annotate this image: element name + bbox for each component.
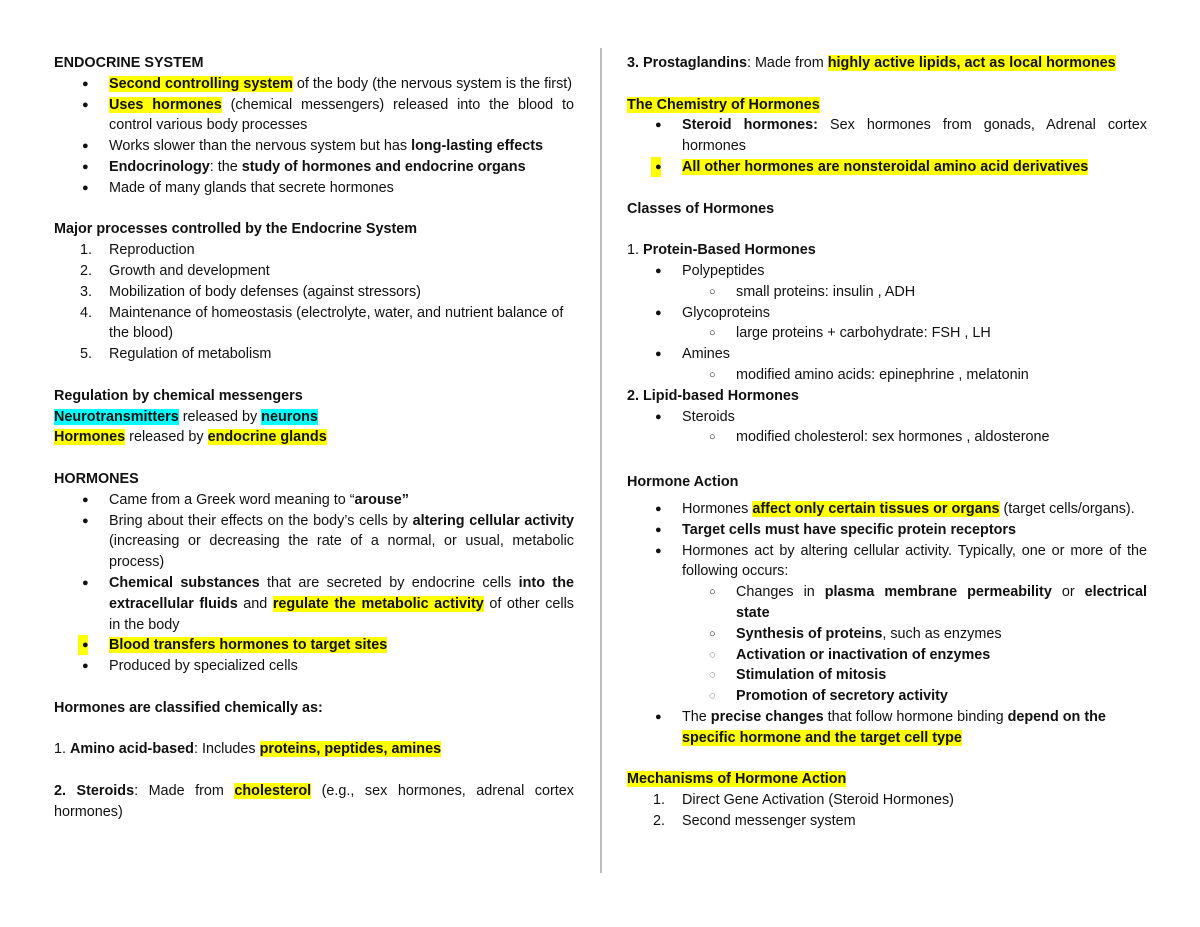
bullet-icon: ● xyxy=(655,502,662,515)
regulation-line-neurotransmitters: Neurotransmitters released by neurons xyxy=(54,408,318,425)
list-item: ● Polypeptides xyxy=(627,261,1147,282)
list-item: ◌ Activation or inactivation of enzymes xyxy=(627,645,1147,666)
right-column xyxy=(627,53,1147,832)
list-item: ◌ Promotion of secretory activity xyxy=(627,686,1147,707)
classified-steroids: 2. Steroids: Made from cholesterol (e.g., sex hormones, adrenal cortex hormones) xyxy=(54,782,574,820)
bullet-icon: ● xyxy=(82,77,89,90)
bullet-icon: ● xyxy=(82,576,89,589)
list-item: ○ modified cholesterol: sex hormones , aldosterone xyxy=(627,427,1147,448)
regulation-line-hormones: Hormones released by endocrine glands xyxy=(54,429,327,446)
bullet-icon: ● xyxy=(655,544,662,557)
list-item: 1. Direct Gene Activation (Steroid Hormones) xyxy=(653,792,954,809)
list-item: ● Hormones affect only certain tissues or organs (target cells/organs). xyxy=(627,499,1147,520)
list-item: ◌ Stimulation of mitosis xyxy=(627,665,1147,686)
list-item: ○ small proteins: insulin , ADH xyxy=(627,282,1147,303)
hormones-heading: HORMONES xyxy=(54,470,139,487)
hormone-action-list xyxy=(627,499,1147,749)
hormone-action-heading: Hormone Action xyxy=(627,474,739,491)
list-item: ○ modified amino acids: epinephrine , melatonin xyxy=(627,365,1147,386)
bullet-icon: ● xyxy=(655,119,662,132)
list-item: ● Glycoproteins xyxy=(627,303,1147,324)
list-item: ● Produced by specialized cells xyxy=(54,656,574,677)
list-item: ● Hormones act by altering cellular activity. Typically, one or more of the following occurs: xyxy=(655,542,1147,580)
hormones-bullet-list xyxy=(54,490,574,677)
bullet-icon: ● xyxy=(655,710,662,723)
circle-bullet-icon: ○ xyxy=(709,327,716,340)
list-item: ○ Synthesis of proteins, such as enzymes xyxy=(627,624,1147,645)
circle-bullet-icon: ○ xyxy=(709,431,716,444)
circle-bullet-icon: ○ xyxy=(709,627,716,640)
bullet-icon: ● xyxy=(655,306,662,319)
protein-based-list xyxy=(627,261,1147,386)
chemistry-heading: The Chemistry of Hormones xyxy=(627,96,820,113)
bullet-icon: ● xyxy=(655,410,662,423)
list-item: 2. Second messenger system xyxy=(653,812,856,829)
protein-based-heading: 1. Protein-Based Hormones xyxy=(627,242,816,259)
endocrine-system-heading: ENDOCRINE SYSTEM xyxy=(54,55,204,71)
regulation-heading: Regulation by chemical messengers xyxy=(54,387,303,404)
list-item: ● All other hormones are nonsteroidal amino acid derivatives xyxy=(627,157,1147,178)
dotted-circle-bullet-icon: ◌ xyxy=(709,690,716,703)
circle-bullet-icon: ○ xyxy=(709,586,716,599)
bullet-icon: ● xyxy=(82,98,89,111)
list-item: ● Blood transfers hormones to target sites xyxy=(54,635,574,656)
list-item: ● Works slower than the nervous system but has long-lasting effects xyxy=(54,136,574,157)
list-item: 2. Growth and development xyxy=(80,262,270,279)
bullet-icon: ● xyxy=(82,181,89,194)
list-item: ● Chemical substances that are secreted by endocrine cells into the extracellular fluids and regulate the metabolic activity of other cells in the body xyxy=(82,574,574,633)
circle-bullet-icon: ○ xyxy=(709,368,716,381)
bullet-icon: ● xyxy=(82,160,89,173)
mechanisms-list xyxy=(627,790,1147,832)
classes-heading: Classes of Hormones xyxy=(627,200,775,217)
bullet-icon: ● xyxy=(655,264,662,277)
list-item: 4. Maintenance of homeostasis (electrolyte, water, and nutrient balance of the blood) xyxy=(80,304,564,342)
left-column xyxy=(54,53,574,822)
chemistry-bullet-list xyxy=(627,115,1147,177)
list-item: ● Made of many glands that secrete hormones xyxy=(54,178,574,199)
bullet-icon: ● xyxy=(655,348,662,361)
bullet-icon: ● xyxy=(82,639,89,652)
endocrine-bullet-list xyxy=(54,74,574,199)
list-item: ○ large proteins + carbohydrate: FSH , LH xyxy=(627,323,1147,344)
list-item: ● The precise changes that follow hormone binding depend on the specific hormone and the target cell type xyxy=(655,708,1106,746)
bullet-icon: ● xyxy=(655,160,662,173)
list-item: 5. Regulation of metabolism xyxy=(80,346,272,363)
list-item: ○ Changes in plasma membrane permeability or electrical state xyxy=(709,584,1147,621)
dotted-circle-bullet-icon: ◌ xyxy=(709,669,716,682)
classified-amino: 1. Amino acid-based: Includes proteins, peptides, amines xyxy=(54,741,442,758)
lipid-based-list xyxy=(627,407,1147,449)
column-divider xyxy=(600,48,602,873)
bullet-icon: ● xyxy=(82,660,89,673)
list-item: ● Uses hormones (chemical messengers) released into the blood to control various body processes xyxy=(82,96,575,134)
prostaglandins-line: 3. Prostaglandins: Made from highly active lipids, act as local hormones xyxy=(627,55,1116,71)
circle-bullet-icon: ○ xyxy=(709,285,716,298)
list-item: ● Endocrinology: the study of hormones and endocrine organs xyxy=(54,157,574,178)
list-item: ● Came from a Greek word meaning to “arouse” xyxy=(54,490,574,511)
list-item: ● Target cells must have specific protein receptors xyxy=(627,520,1147,541)
major-processes-heading: Major processes controlled by the Endocrine System xyxy=(54,221,418,238)
list-item: ● Amines xyxy=(627,344,1147,365)
major-processes-list xyxy=(54,240,574,365)
classified-heading: Hormones are classified chemically as: xyxy=(54,699,323,716)
mechanisms-heading: Mechanisms of Hormone Action xyxy=(627,771,847,788)
list-item: 3. Mobilization of body defenses (against stressors) xyxy=(80,283,421,300)
bullet-icon: ● xyxy=(655,523,662,536)
list-item: ● Bring about their effects on the body’s cells by altering cellular activity (increasing or decreasing the rate of a normal, or usual, metabolic process) xyxy=(82,512,574,571)
lipid-based-heading: 2. Lipid-based Hormones xyxy=(627,387,799,404)
list-item: ● Steroid hormones: Sex hormones from gonads, Adrenal cortex hormones xyxy=(655,117,1148,155)
bullet-icon: ● xyxy=(82,493,89,506)
bullet-icon: ● xyxy=(82,140,89,153)
bullet-icon: ● xyxy=(82,514,89,527)
list-item: 1. Reproduction xyxy=(80,242,195,259)
list-item: ● Steroids xyxy=(627,407,1147,428)
dotted-circle-bullet-icon: ◌ xyxy=(709,648,716,661)
list-item: ● Second controlling system of the body (the nervous system is the first) xyxy=(54,74,574,95)
